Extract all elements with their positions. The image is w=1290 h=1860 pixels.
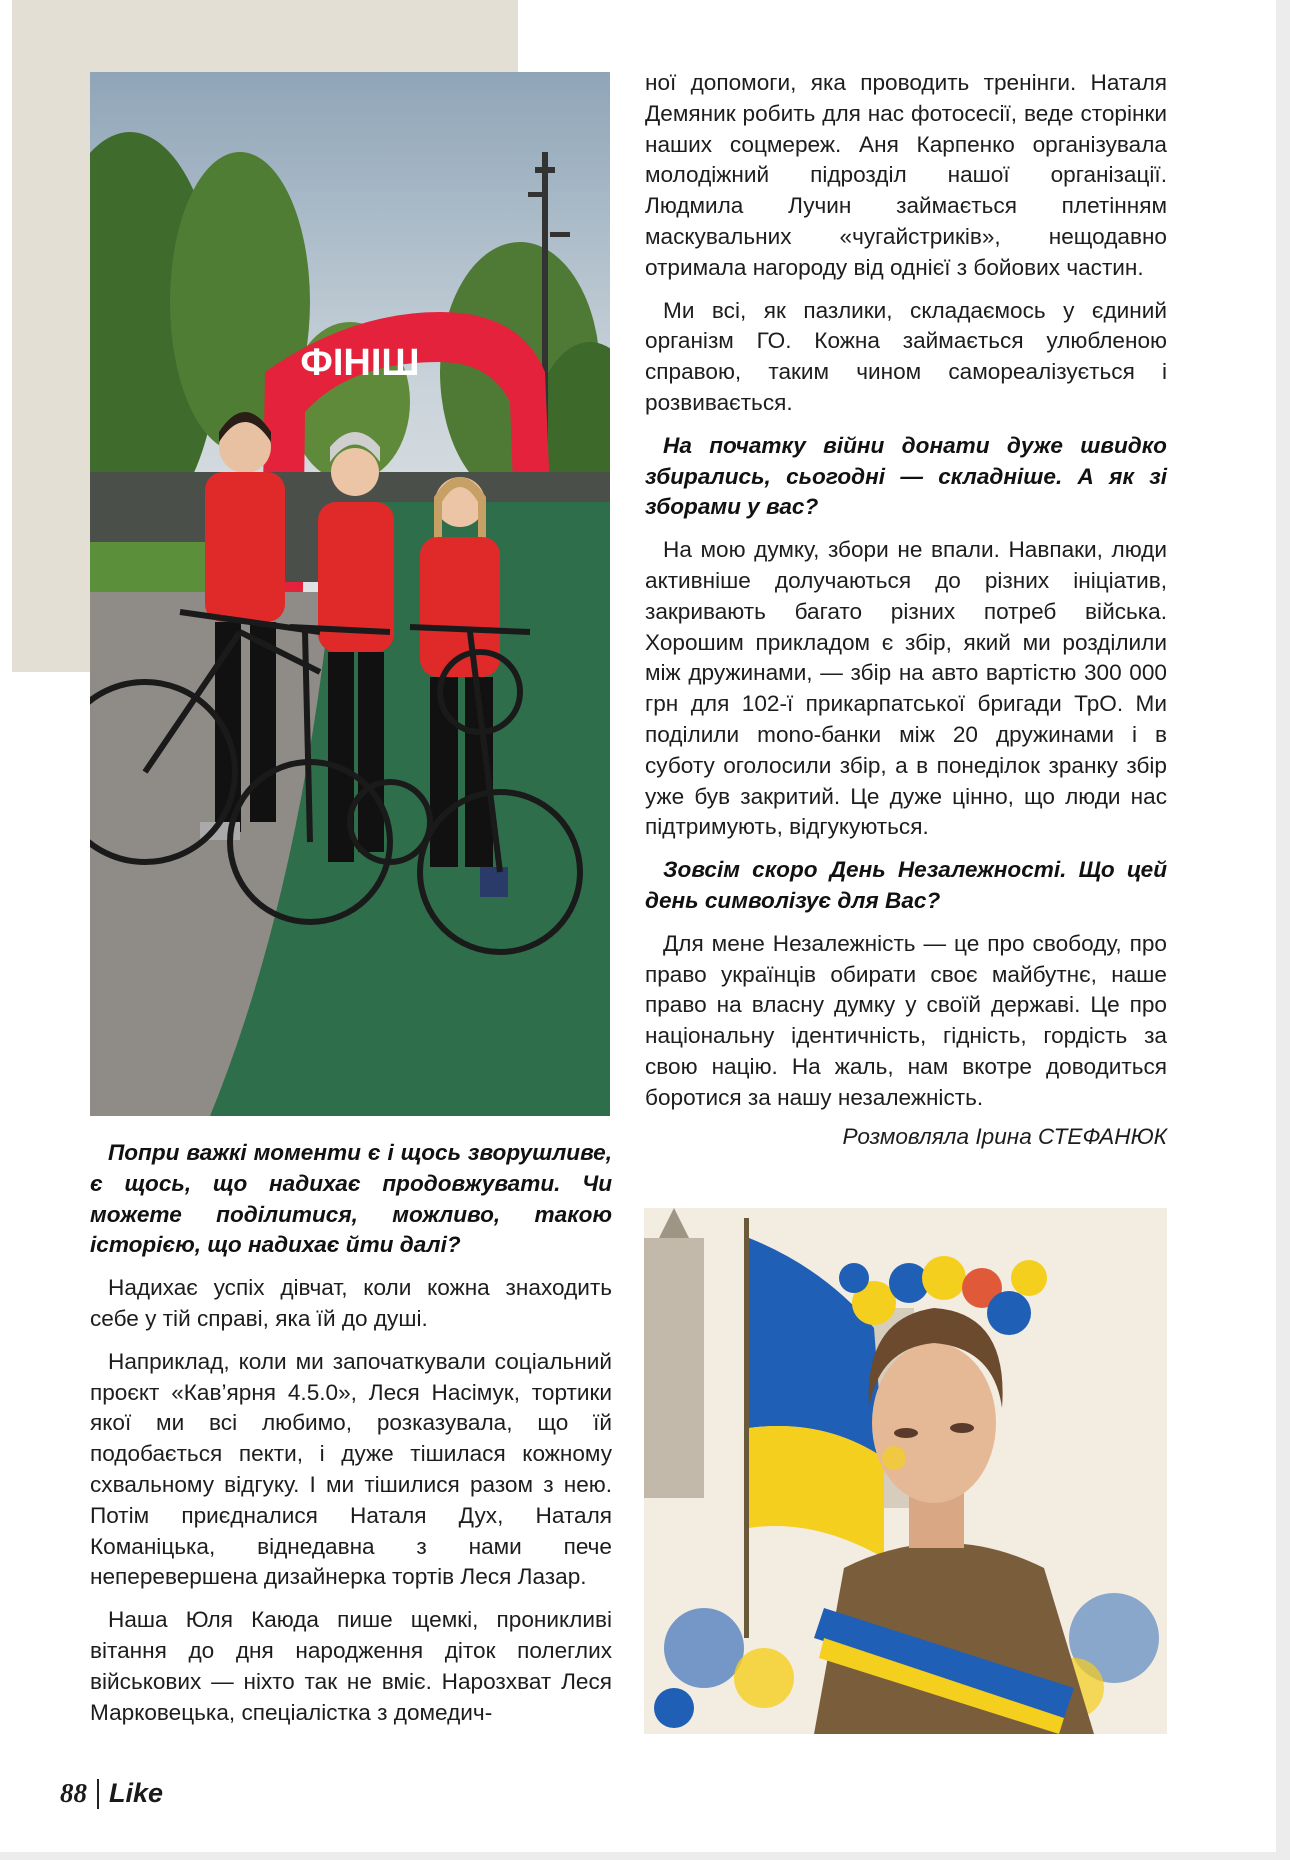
interview-question: Зовсім скоро День Незалежності. Що цей день символізує для Вас? [645, 857, 1167, 913]
author-credit: Розмовляла Ірина СТЕФАНЮК [842, 1123, 1167, 1149]
page-footer [60, 1778, 163, 1809]
paragraph: Наша Юля Каюда пише щемкі, проникливі вітання до дня народження діток полеглих військових — ніхто так не вміє. Нарозхват Леся Марковецька, спеціалістка з домедич- [90, 1607, 612, 1725]
paragraph: Ми всі, як пазлики, складаємось у єдиний організм ГО. Кожна займається улюбленою справою, таким чином самореалізується і розвивається. [645, 297, 1167, 415]
footer-divider [97, 1779, 99, 1809]
paragraph: На мою думку, збори не впали. Навпаки, люди активніше долучаються до різних ініціатив, закривають багато різних потреб війська. Хорошим прикладом є збір, який ми розділили між дружинами, — збір на авто вартістю 300 000 грн для 102-ї прикарпатської бригади ТрО. Ми поділили mono-банки між 20 дружинами і в суботу оголосили збір, а в понеділок зранку збір уже був закритий. Це дуже цінно, що люди нас підтримують, відгукуються. [645, 537, 1167, 840]
cyclists-finish-photo [90, 72, 610, 1116]
interview-question: Попри важкі моменти є і щось зворушливе, є щось, що надихає продовжувати. Чи можете поділитися, можливо, такою історією, що надихає йти далі? [90, 1140, 612, 1258]
right-text-column [645, 68, 1167, 1152]
page-edge-bottom [0, 1852, 1290, 1860]
page-number: 88 [60, 1778, 87, 1808]
paragraph: ної допомоги, яка проводить тренінги. Наталя Демяник робить для нас фотосесії, веде сторінки наших соцмереж. Аня Карпенко організувала молодіжний підрозділ нашої організації. Людмила Лучин займається плетінням маскувальних «чугайстриків», нещодавно отримала нагороду від однієї з бойових частин. [645, 70, 1167, 280]
paragraph: Наприклад, коли ми започаткували соціальний проєкт «Кав’ярня 4.5.0», Леся Насімук, тортики якої ми всі любимо, розказувала, що їй подобається пекти, і дуже тішилася кожному схвальному відгуку. І ми тішилися разом з нею. Потім приєдналися Наталя Дух, Наталя Команіцька, віднедавна з нами пече неперевершена дизайнерка тортів Леся Лазар. [90, 1348, 612, 1590]
paragraph: Для мене Незалежність — це про свободу, про право українців обирати своє майбутнє, наше право на власну думку у своїй державі. Це про національну ідентичність, гідність, гордість за свою націю. На жаль, нам вкотре доводиться боротися за нашу незалежність. [645, 930, 1167, 1110]
paragraph: Надихає успіх дівчат, коли кожна знаходить себе у тій справі, яка їй до душі. [90, 1275, 612, 1331]
interview-question: На початку війни донати дуже швидко збирались, сьогодні — складніше. А як зі зборами у вас? [645, 432, 1167, 520]
finish-banner-text: ФІНІШ [300, 342, 420, 384]
page-edge-right [1276, 0, 1290, 1860]
magazine-name: Like [109, 1778, 164, 1808]
left-text-column [90, 1138, 612, 1728]
ukrainian-woman-painting [644, 1208, 1167, 1734]
